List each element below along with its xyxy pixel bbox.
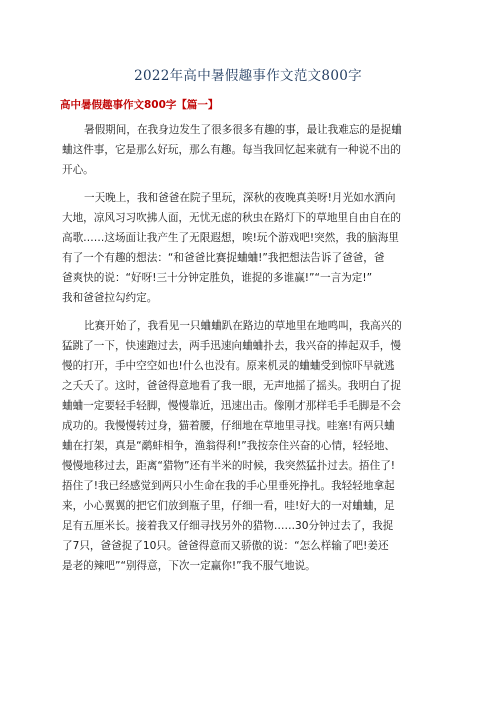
paragraph-3: [62, 316, 438, 576]
paragraph-line: 足有五厘米长。接着我又仔细寻找另外的猎物……30分钟过去了，我捉: [62, 520, 394, 532]
paragraph-line: 之夭夭了。这时，爸爸得意地看了我一眼，无声地摇了摇头。我明白了捉: [62, 380, 401, 392]
paragraph-line: 猛跳了一下，快速跑过去，两手迅速向蛐蛐扑去，我兴奋的捧起双手，慢: [62, 340, 401, 352]
paragraph-1: [62, 120, 438, 180]
paragraph-line: 是老的辣吧”“别得意，下次一定赢你!”我不服气地说。: [62, 560, 316, 572]
paragraph-line: 一天晚上，我和爸爸在院子里玩，深秋的夜晚真美呀!月光如水洒向: [84, 192, 396, 204]
paragraph-line: 了7只，爸爸捉了10只。爸爸得意而又骄傲的说：“怎么样输了吧!姜还: [62, 540, 389, 552]
paragraph-line: 蛐蛐一定要轻手轻脚，慢慢靠近，迅速出击。像刚才那样毛手毛脚是不会: [62, 400, 401, 412]
paragraph-line: 开心。: [62, 164, 94, 176]
paragraph-line: 比赛开始了，我看见一只蛐蛐趴在路边的草地里在地鸣叫，我高兴的: [84, 320, 402, 332]
paragraph-line: 来，小心翼翼的把它们放到瓶子里，仔细一看，哇!好大的一对蛐蛐，足: [62, 500, 395, 512]
section-heading: 高中暑假趣事作文800字【篇一】: [60, 99, 219, 111]
paragraph-line: 成功的。我慢慢转过身，猫着腰，仔细地在草地里寻找。哇塞!有两只蛐: [62, 420, 395, 432]
paragraph-line: 慢的打开，手中空空如也!什么也没有。原来机灵的蛐蛐受到惊吓早就逃: [62, 360, 395, 372]
document-body: [62, 120, 438, 584]
paragraph-line: 慢慢地移过去，距离“猎物”还有半米的时候，我突然猛扑过去。捂住了!: [62, 460, 396, 472]
paragraph-line: 高歌……这场面让我产生了无限遐想，唉!玩个游戏吧!突然，我的脑海里: [62, 232, 399, 244]
paragraph-line: 暑假期间，在我身边发生了很多很多有趣的事，最让我难忘的是捉蛐: [84, 124, 402, 136]
document-title: 2022年高中暑假趣事作文范文800字: [134, 68, 362, 84]
paragraph-line: 大地，凉风习习吹拂人面，无忧无虑的秋虫在路灯下的草地里自由自在的: [62, 212, 401, 224]
paragraph-line: 蛐这件事，它是那么好玩，那么有趣。每当我回忆起来就有一种说不出的: [62, 144, 401, 156]
paragraph-line: 我和爸爸拉勾约定。: [62, 292, 158, 304]
paragraph-2: [62, 188, 438, 308]
paragraph-line: 蛐在打架，真是“鹬蚌相争，渔翁得利!”我按奈住兴奋的心情，轻轻地、: [62, 440, 396, 452]
paragraph-line: 有了一个有趣的想法：“和爸爸比赛捉蛐蛐!”我把想法告诉了爸爸，爸: [62, 252, 385, 264]
paragraph-line: 爸爽快的说：“好呀!三十分钟定胜负，谁捉的多谁赢!”“一言为定!”: [62, 272, 373, 284]
paragraph-line: 捂住了!我已经感觉到两只小生命在我的手心里垂死挣扎。我轻轻地拿起: [62, 480, 395, 492]
